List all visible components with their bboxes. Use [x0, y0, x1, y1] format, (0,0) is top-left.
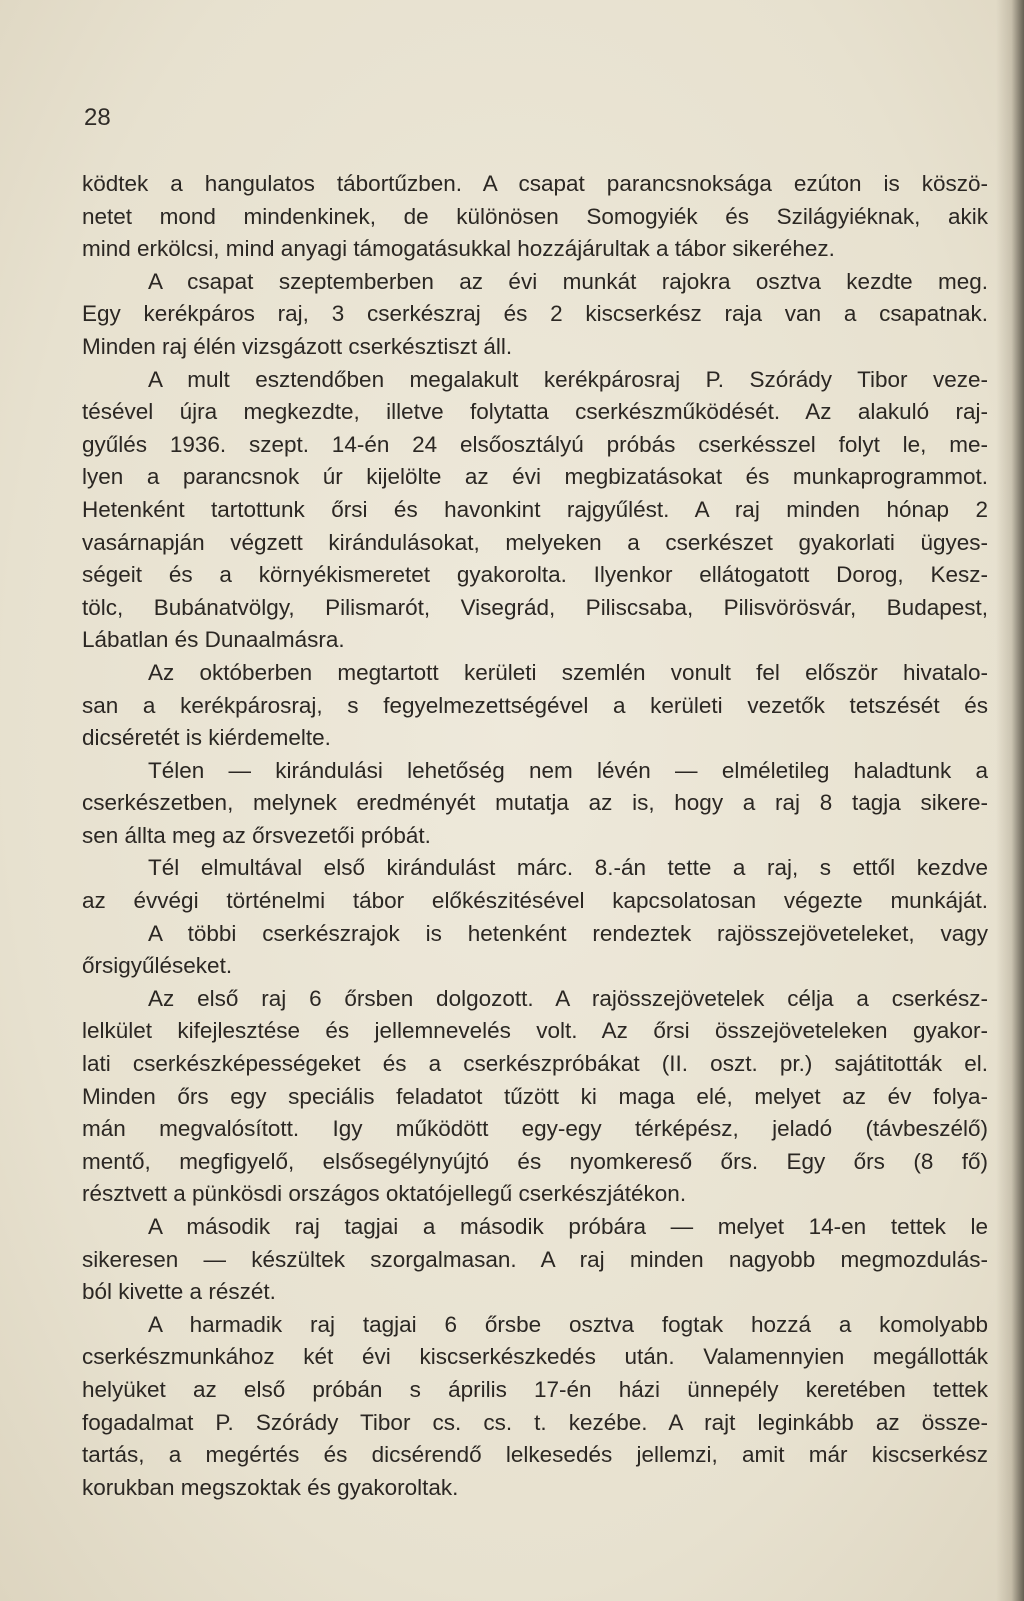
text-line: vasárnapján végzett kirándulásokat, melyeken a cserkészet gyakorlati ügyes-	[82, 529, 988, 555]
text-line: őrsigyűléseket.	[82, 953, 233, 979]
text-line: Az első raj 6 őrsben dolgozott. A rajösszejövetelek célja a cserkész-	[148, 985, 988, 1011]
text-line: mán megvalósított. Igy működött egy-egy térképész, jeladó (távbeszélő)	[82, 1116, 988, 1142]
text-line: ségeit és a környékismeretet gyakorolta. Ilyenkor ellátogatott Dorog, Kesz-	[82, 562, 988, 588]
text-line: cserkészmunkához két évi kiscserkészkedés után. Valamennyien megállották	[82, 1344, 988, 1370]
text-line: mentő, megfigyelő, elsősegélynyújtó és nyomkereső őrs. Egy őrs (8 fő)	[82, 1148, 988, 1174]
text-line: netet mond mindenkinek, de különösen Somogyiék és Szilágyiéknak, akik	[82, 203, 988, 229]
text-line: Lábatlan és Dunaalmásra.	[82, 627, 345, 653]
text-line: résztvett a pünkösdi országos oktatójellegű cserkészjátékon.	[82, 1181, 687, 1207]
page-edge-shadow	[996, 0, 1024, 1601]
text-line: korukban megszoktak és gyakoroltak.	[82, 1474, 459, 1500]
text-line: sikeresen — készültek szorgalmasan. A raj minden nagyobb megmozdulás-	[82, 1246, 988, 1272]
text-line: dicséretét is kiérdemelte.	[82, 725, 331, 751]
text-line: tartás, a megértés és dicsérendő lelkesedés jellemzi, amit már kiscserkész	[82, 1442, 988, 1468]
text-line: fogadalmat P. Szórády Tibor cs. cs. t. kezébe. A rajt leginkább az össze-	[82, 1409, 988, 1435]
body-text	[82, 168, 988, 1504]
text-line: san a kerékpárosraj, s fegyelmezettségével a kerületi vezetők tetszését és	[82, 692, 988, 718]
text-line: A harmadik raj tagjai 6 őrsbe osztva fogtak hozzá a komolyabb	[148, 1311, 988, 1337]
text-line: cserkészetben, melynek eredményét mutatja az is, hogy a raj 8 tagja sikere-	[82, 790, 988, 816]
text-line: mind erkölcsi, mind anyagi támogatásukkal hozzájárultak a tábor sikeréhez.	[82, 236, 835, 262]
text-line: A mult esztendőben megalakult kerékpárosraj P. Szórády Tibor veze-	[148, 366, 988, 392]
text-line: tésével újra megkezdte, illetve folytatta cserkészműködését. Az alakuló raj-	[82, 399, 988, 425]
text-line: helyüket az első próbán s április 17-én házi ünnepély keretében tettek	[82, 1376, 988, 1402]
text-line: tölc, Bubánatvölgy, Pilismarót, Visegrád, Piliscsaba, Pilisvörösvár, Budapest,	[82, 594, 988, 620]
text-line: lelkület kifejlesztése és jellemnevelés volt. Az őrsi összejöveteleken gyakor-	[82, 1018, 988, 1044]
text-line: gyűlés 1936. szept. 14-én 24 elsőosztályú próbás cserkésszel folyt le, me-	[82, 431, 988, 457]
text-line: az évvégi történelmi tábor előkészitésével kapcsolatosan végezte munkáját.	[82, 888, 988, 914]
text-line: ból kivette a részét.	[82, 1279, 276, 1305]
text-line: Tél elmultával első kirándulást márc. 8.-án tette a raj, s ettől kezdve	[148, 855, 988, 881]
text-line: ködtek a hangulatos tábortűzben. A csapat parancsnoksága ezúton is köszö-	[82, 171, 988, 196]
text-line: lati cserkészképességeket és a cserkészpróbákat (II. oszt. pr.) sajátitották el.	[82, 1051, 988, 1077]
text-line: A többi cserkészrajok is hetenként rendeztek rajösszejöveteleket, vagy	[148, 920, 988, 946]
page-number: 28	[84, 104, 111, 131]
text-line: Hetenként tartottunk őrsi és havonkint rajgyűlést. A raj minden hónap 2	[82, 496, 988, 522]
text-line: Minden raj élén vizsgázott cserkésztiszt áll.	[82, 333, 513, 359]
text-line: lyen a parancsnok úr kijelölte az évi megbizatásokat és munkaprogrammot.	[82, 464, 988, 490]
text-line: sen állta meg az őrsvezetői próbát.	[82, 822, 431, 848]
text-line: A második raj tagjai a második próbára — melyet 14-en tettek le	[148, 1214, 988, 1239]
text-line: Az októberben megtartott kerületi szemlén vonult fel először hivatalo-	[148, 659, 988, 685]
text-line: Télen — kirándulási lehetőség nem lévén — elméletileg haladtunk a	[148, 757, 988, 783]
text-line: Egy kerékpáros raj, 3 cserkészraj és 2 kiscserkész raja van a csapatnak.	[82, 301, 988, 327]
text-line: Minden őrs egy speciális feladatot tűzött ki maga elé, melyet az év folya-	[82, 1083, 988, 1109]
text-line: A csapat szeptemberben az évi munkát rajokra osztva kezdte meg.	[148, 268, 988, 294]
